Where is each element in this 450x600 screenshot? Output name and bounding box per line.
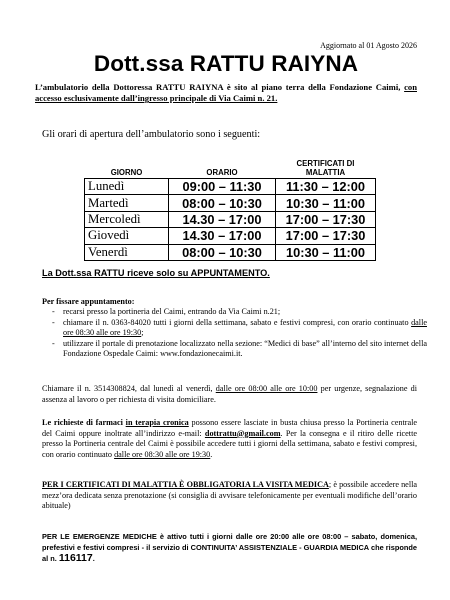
phone-text: Chiamare il n. 3514308824, dal lunedì al venerdì,: [42, 384, 216, 393]
certificate-text: ; è possibile accedere nella mezz’ora dedicata senza prenotazione (si consiglia di avvisare telefonicamente per eventuali modifiche dell’orario abituale): [42, 480, 418, 511]
cert-cell: 17:00 – 17:30: [276, 228, 376, 244]
list-item-text: utilizzare il portale di prenotazione localizzato nella sezione: “Medici di base” all’interno del sito internet della Fondazione Ospedale Caimi: www.fondazionecaimi.it.: [63, 338, 427, 359]
cert-cell: 11:30 – 12:00: [276, 179, 376, 195]
orario-cell: 14.30 – 17:00: [169, 211, 276, 227]
certificate-notice: PER I CERTIFICATI DI MALATTIA È OBBLIGATORIA LA VISITA MEDICA: [42, 480, 329, 489]
appointment-notice: La Dott.ssa RATTU riceve solo su APPUNTAMENTO.: [42, 268, 270, 278]
hours-intro: Gli orari di apertura dell’ambulatorio sono i seguenti:: [42, 129, 261, 140]
hours-table: [84, 155, 376, 261]
prescription-lead: Le richieste di farmaci: [42, 418, 126, 427]
day-cell: Martedì: [85, 195, 169, 211]
booking-list: [42, 307, 427, 360]
table-row: [85, 195, 376, 211]
booking-title: Per fissare appuntamento:: [42, 297, 135, 306]
table-row: [85, 228, 376, 244]
day-cell: Giovedì: [85, 228, 169, 244]
header-certificati: CERTIFICATI DI MALATTIA: [276, 155, 376, 179]
intro-paragraph: [35, 82, 417, 104]
prescription-paragraph: [42, 418, 417, 460]
prescription-text: possono essere lasciate in busta chiusa presso la Portineria centrale del Caimi oppure inoltrate all’indirizzo e-mail:: [42, 418, 418, 438]
day-cell: Mercoledì: [85, 211, 169, 227]
cert-cell: 17:00 – 17:30: [276, 211, 376, 227]
table-row: [85, 179, 376, 195]
intro-text: L’ambulatorio della Dottoressa RATTU RAIYNA è sito al piano terra della Fondazione Caimi,: [35, 82, 401, 92]
list-item-text: chiamare il n. 0363-84020 tutti i giorni della settimana, sabato e festivi compresi, con orario continuato: [63, 317, 412, 327]
phone-paragraph: [42, 384, 417, 405]
header-giorno: GIORNO: [85, 155, 169, 179]
certificate-paragraph: [42, 480, 417, 512]
cert-cell: 10:30 – 11:00: [276, 244, 376, 260]
emergency-end: .: [92, 554, 95, 564]
prescription-end: .: [210, 449, 213, 459]
cert-cell: 10:30 – 11:00: [276, 195, 376, 211]
emergency-text: PER LE EMERGENZE MEDICHE è attivo tutti i giorni dalle ore 20:00 alle ore 08:00 – sabato, domenica, prefestivi e festivi compresi - il servizio di CONTINUITA’ ASSISTENZIALE - GUARDIA MEDICA che risponde al n.: [42, 532, 417, 564]
table-header-row: [85, 155, 376, 179]
list-item-end: ;: [141, 328, 144, 338]
header-orario: ORARIO: [169, 155, 276, 179]
prescription-hours: dalle ore 08:30 alle ore 19:30: [114, 449, 211, 459]
orario-cell: 09:00 – 11:30: [169, 179, 276, 195]
table-row: [85, 244, 376, 260]
orario-cell: 08:00 – 10:30: [169, 195, 276, 211]
phone-hours: dalle ore 08:00 alle ore 10:00: [215, 384, 318, 393]
page-title: Dott.ssa RATTU RAIYNA: [93, 51, 359, 76]
list-item-text: recarsi presso la portineria del Caimi, entrando da Via Caimi n.21;: [63, 307, 281, 316]
emergency-paragraph: [42, 532, 417, 565]
orario-cell: 08:00 – 10:30: [169, 244, 276, 260]
list-item-hours: dalle ore 08:30 alle ore 19:30: [63, 317, 427, 338]
list-item: [52, 339, 427, 360]
prescription-chronic: in terapia cronica: [125, 418, 189, 427]
update-date: Aggiornato al 01 Agosto 2026: [320, 41, 417, 50]
list-item: [52, 318, 427, 339]
orario-cell: 14.30 – 17:00: [169, 228, 276, 244]
intro-access-text: con accesso esclusivamente dall’ingresso principale di Via Caimi n. 21.: [35, 82, 417, 104]
prescription-text-2: . Per la consegna e il ritiro delle ricette presso la Portineria centrale del Caimi è possibile accedere tutti i giorni della settimana, sabato e festivi compresi, con orario continuato: [42, 428, 417, 459]
emergency-number: 116117: [58, 552, 93, 565]
table-row: [85, 211, 376, 227]
list-item: [52, 307, 427, 318]
phone-text-end: per urgenze, segnalazione di assenza al lavoro o per richiesta di visita domiciliare.: [42, 384, 417, 404]
day-cell: Lunedì: [85, 179, 169, 195]
day-cell: Venerdì: [85, 244, 169, 260]
email-link[interactable]: dottrattu@gmail.com: [204, 428, 281, 438]
